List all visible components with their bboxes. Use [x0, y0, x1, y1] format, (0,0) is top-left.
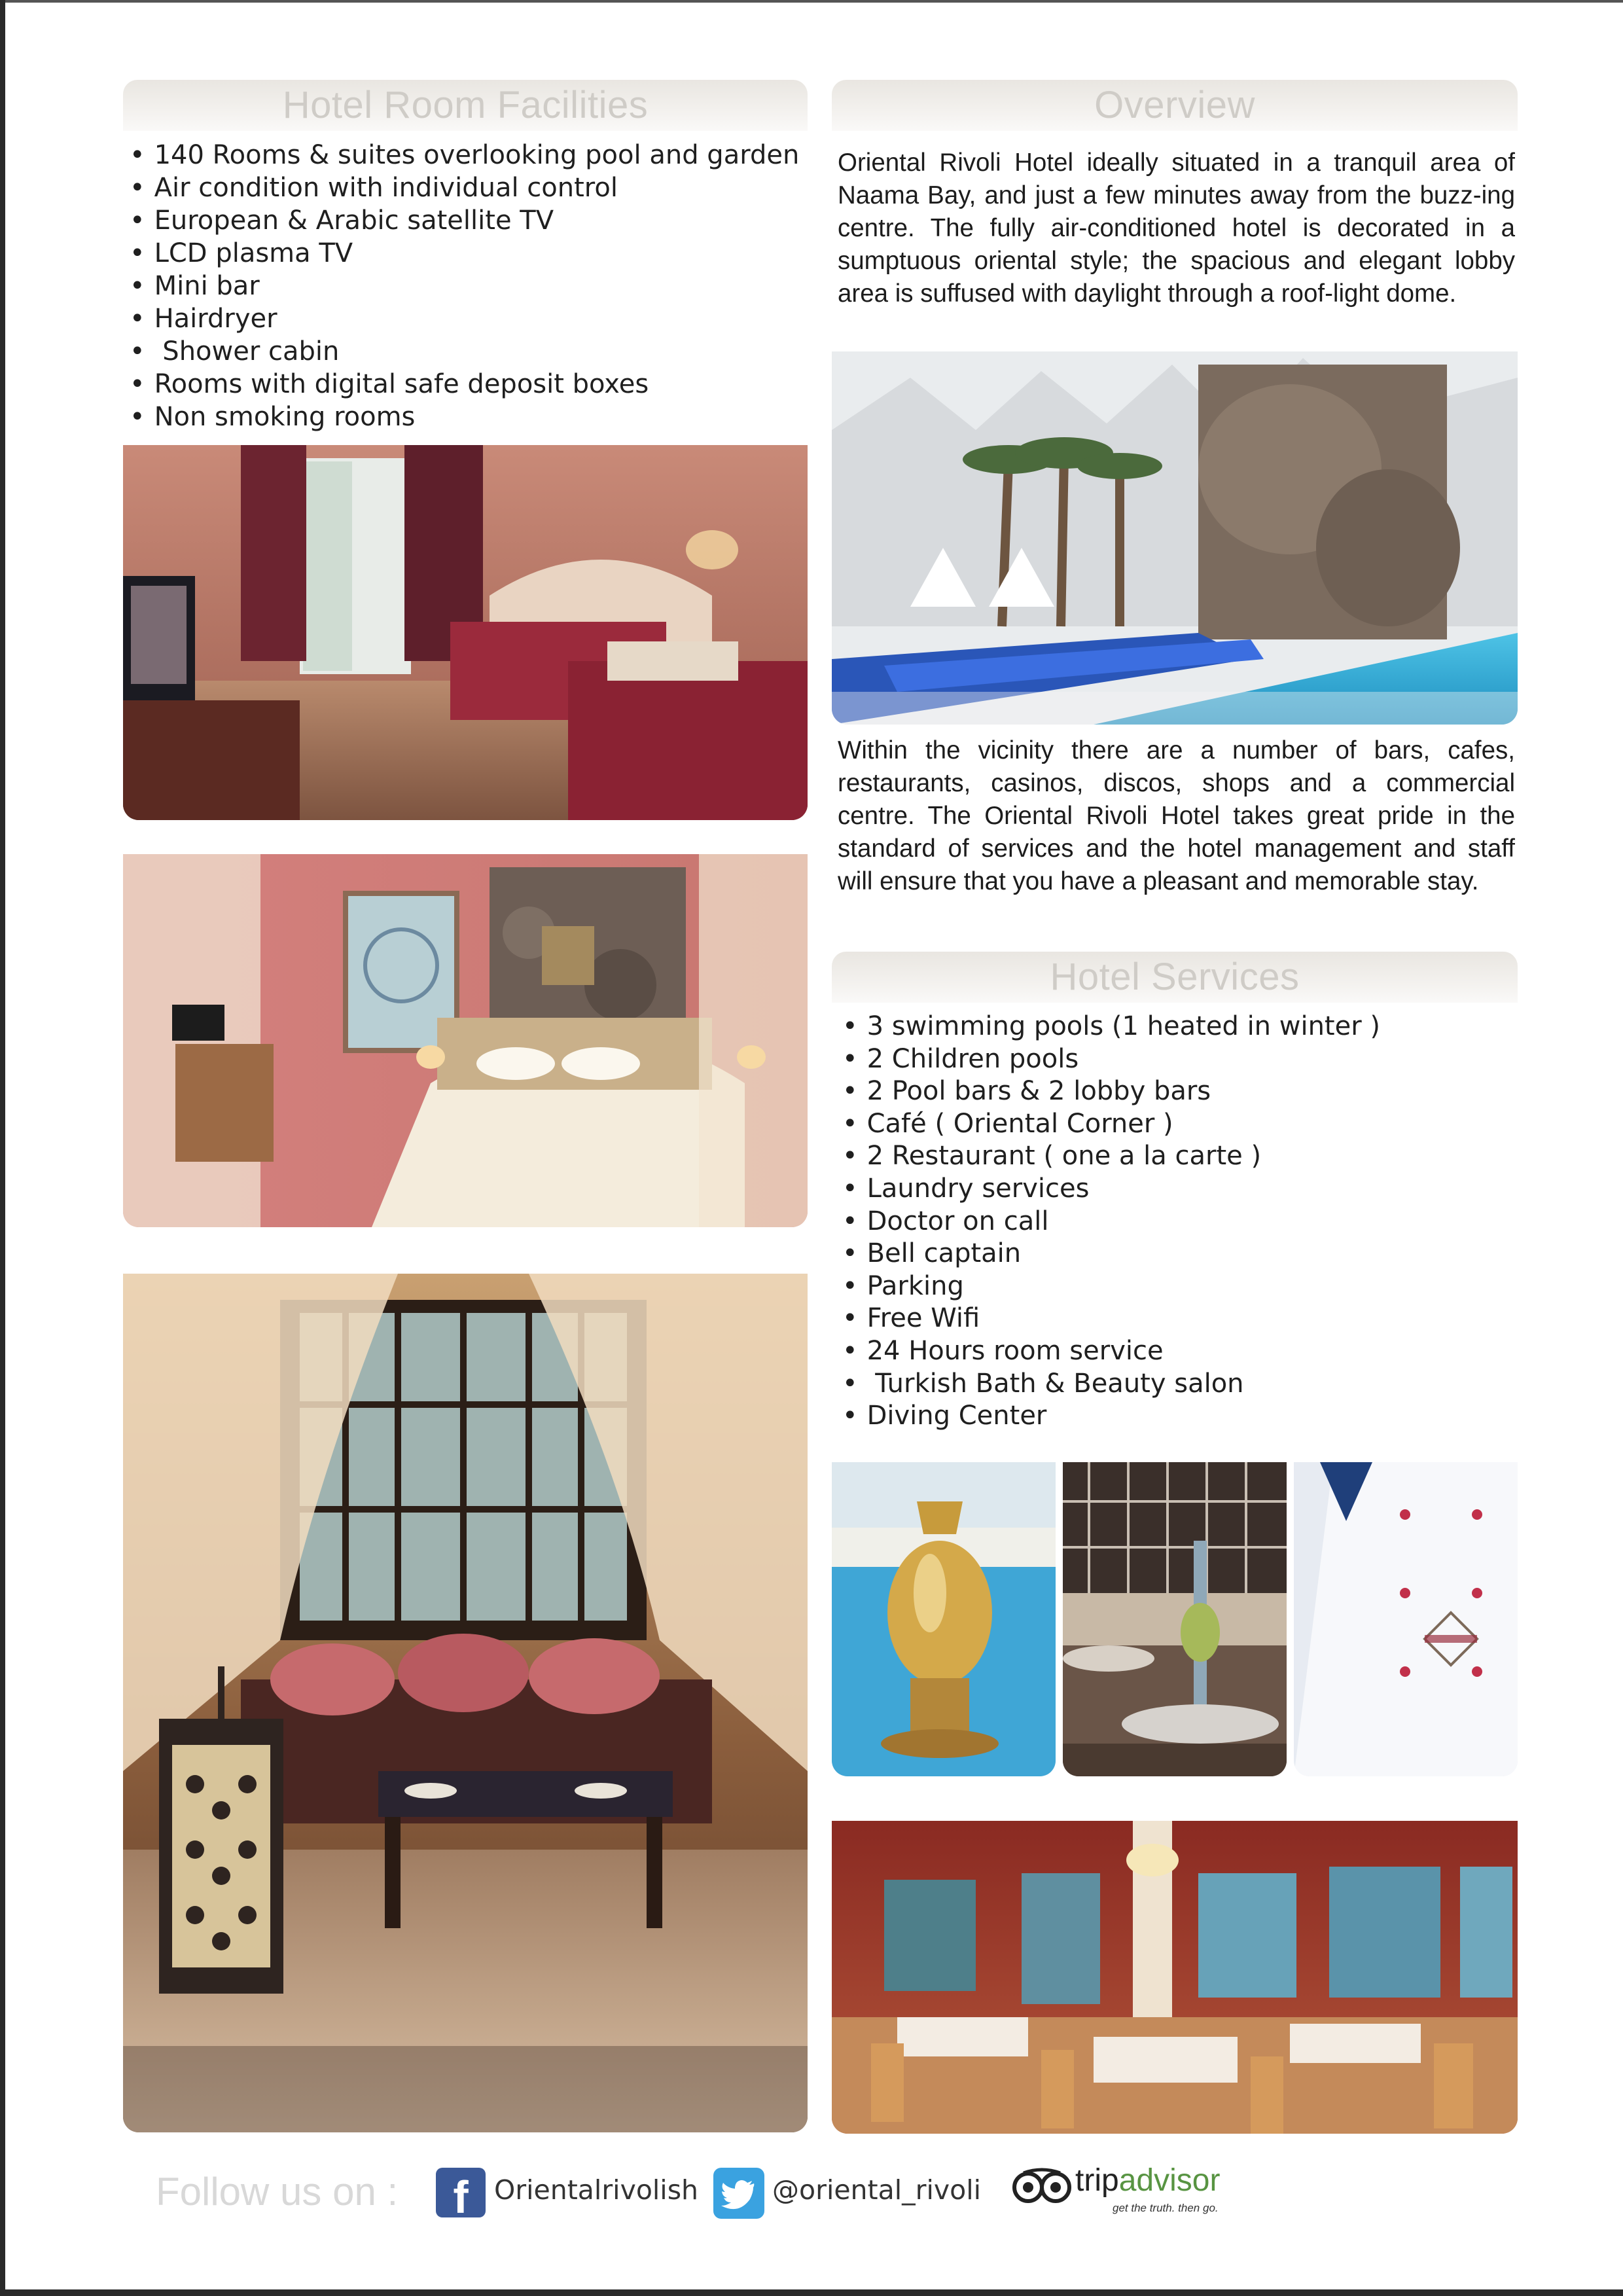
services-item: • Café ( Oriental Corner ) — [842, 1108, 1380, 1141]
facilities-item: • European & Arabic satellite TV — [130, 204, 799, 237]
services-item: • Doctor on call — [842, 1206, 1380, 1238]
facilities-item: • Mini bar — [130, 270, 799, 302]
facebook-handle[interactable]: Orientalrivolish — [494, 2174, 699, 2206]
tripadvisor-wordmark[interactable]: tripadvisor — [1075, 2163, 1221, 2198]
facilities-item: • Hairdryer — [130, 302, 799, 335]
scan-edge-left — [0, 0, 5, 2296]
oriental-lounge-photo — [123, 1274, 808, 2132]
social-footer — [156, 2160, 1334, 2225]
services-item: • 3 swimming pools (1 heated in winter ) — [842, 1011, 1380, 1043]
services-item: • Laundry services — [842, 1173, 1380, 1206]
facilities-item: • Rooms with digital safe deposit boxes — [130, 368, 799, 401]
services-item: • 24 Hours room service — [842, 1335, 1380, 1368]
services-item: • Parking — [842, 1270, 1380, 1303]
chef-uniform-photo — [1294, 1462, 1518, 1776]
facilities-item: • Non smoking rooms — [130, 401, 799, 433]
overview-heading: Overview — [832, 80, 1518, 131]
shisha-photo — [1063, 1462, 1287, 1776]
services-list — [842, 1011, 1380, 1433]
facilities-item: • Air condition with individual control — [130, 171, 799, 204]
tripadvisor-tagline: get the truth. then go. — [1113, 2202, 1219, 2214]
restaurant-photo — [832, 1821, 1518, 2134]
services-item: • Diving Center — [842, 1400, 1380, 1433]
facilities-item: • LCD plasma TV — [130, 237, 799, 270]
services-item: • Free Wifi — [842, 1302, 1380, 1335]
follow-us-label: Follow us on : — [156, 2170, 399, 2214]
tripadvisor-owl-icon[interactable] — [1010, 2168, 1073, 2204]
facilities-heading: Hotel Room Facilities — [123, 80, 808, 131]
facilities-item: • 140 Rooms & suites overlooking pool and garden — [130, 139, 799, 171]
services-item: • 2 Children pools — [842, 1043, 1380, 1076]
services-item: • Turkish Bath & Beauty salon — [842, 1368, 1380, 1401]
vicinity-paragraph: Within the vicinity there are a number of bars, cafes, restaurants, casinos, discos, shops and a commercial centre. The Oriental Rivoli Hotel takes great pride in the standard of services and the hotel management and staff will ensure that you have a pleasant and memorable stay. — [838, 736, 1515, 895]
guest-room-double-photo — [123, 854, 808, 1227]
overview-paragraph: Oriental Rivoli Hotel ideally situated in a tranquil area of Naama Bay, and just a few minutes away from the buzz-ing centre. The fully air-conditioned hotel is decorated in a sumptuous oriental style; the spacious and elegant lobby area is suffused with daylight through a roof-light dome. — [838, 149, 1515, 308]
facilities-item: • Shower cabin — [130, 335, 799, 368]
scan-edge-bottom — [0, 2289, 1623, 2296]
services-item: • 2 Restaurant ( one a la carte ) — [842, 1140, 1380, 1173]
samovar-photo — [832, 1462, 1056, 1776]
services-item: • 2 Pool bars & 2 lobby bars — [842, 1075, 1380, 1108]
services-heading: Hotel Services — [832, 952, 1518, 1003]
pool-photo — [832, 351, 1518, 725]
facilities-list — [130, 139, 799, 433]
scan-edge-top — [0, 0, 1623, 3]
guest-room-twin-photo — [123, 445, 808, 820]
facebook-icon[interactable]: f — [436, 2168, 486, 2217]
twitter-handle[interactable]: @oriental_rivoli — [772, 2174, 982, 2206]
twitter-icon[interactable] — [713, 2168, 764, 2219]
services-item: • Bell captain — [842, 1238, 1380, 1270]
